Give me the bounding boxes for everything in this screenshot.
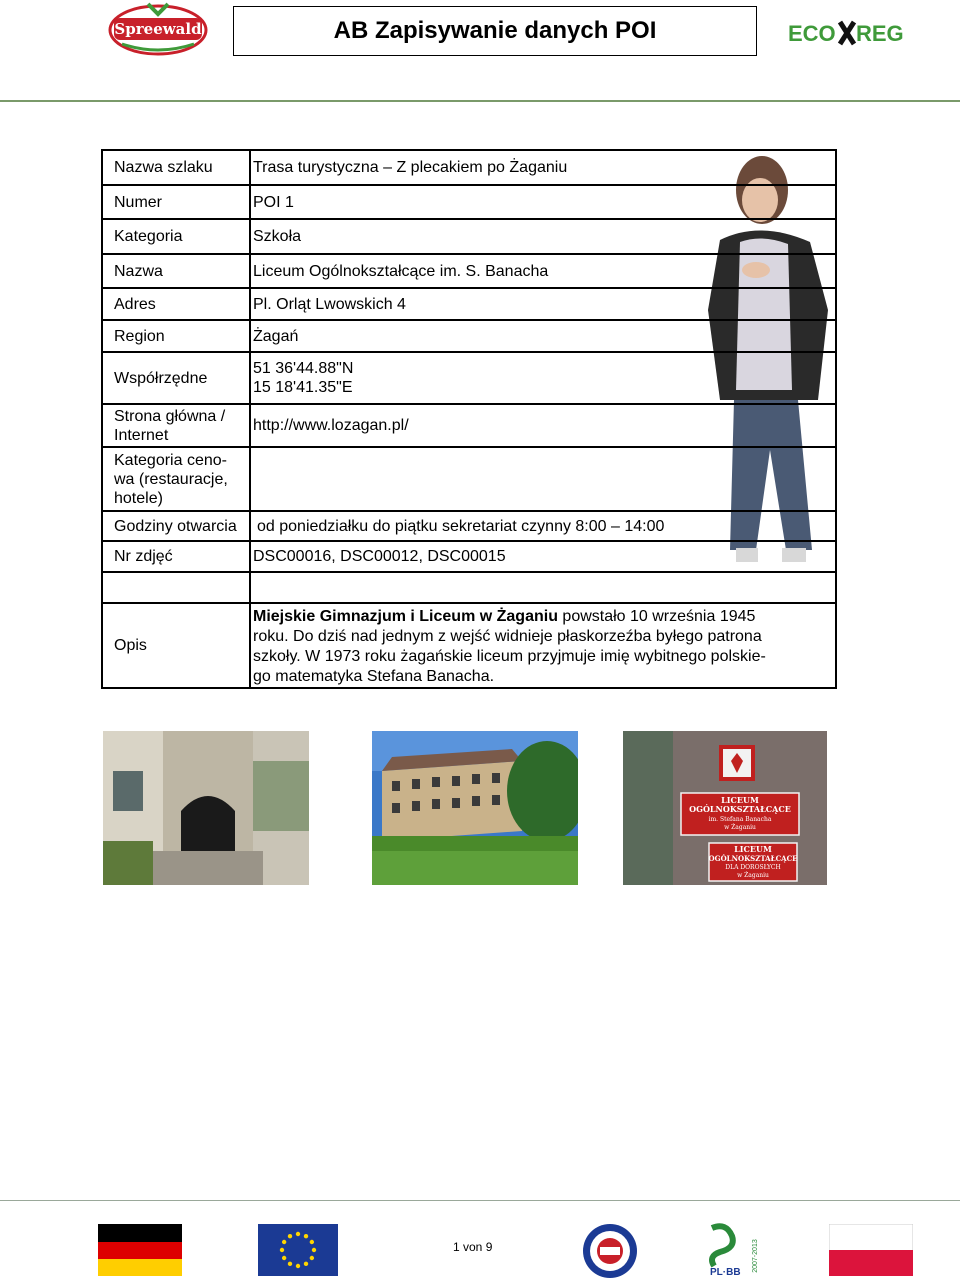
eu-star — [304, 1234, 308, 1238]
eu-star — [288, 1234, 292, 1238]
svg-text:w Żaganiu: w Żaganiu — [737, 872, 769, 879]
svg-text:LICEUM: LICEUM — [734, 844, 772, 854]
row-value: Szkoła — [250, 219, 836, 254]
eu-star — [282, 1240, 286, 1244]
table-row — [102, 288, 836, 320]
desc-line — [253, 607, 835, 627]
eu-star — [310, 1256, 314, 1260]
table-row — [102, 572, 836, 603]
table-row — [102, 511, 836, 541]
svg-text:PL·BB: PL·BB — [710, 1267, 741, 1278]
eu-star — [310, 1240, 314, 1244]
desc-text: powstało 10 września 1945 — [557, 607, 756, 625]
label-line: Internet — [114, 426, 169, 444]
row-value: DSC00016, DSC00012, DSC00015 — [250, 541, 836, 572]
row-label: Region — [102, 320, 250, 352]
photo-entrance — [103, 731, 309, 885]
row-value: Trasa turystyczna – Z plecakiem po Żaganiu — [250, 150, 836, 185]
euroregion-seal-icon — [582, 1223, 638, 1279]
row-label: Numer — [102, 185, 250, 219]
desc-line: szkoły. W 1973 roku żagańskie liceum przyjmuje imię wybitnego polskie- — [253, 647, 766, 665]
latitude: 51 36'44.88"N — [253, 360, 354, 377]
row-label: Nr zdjęć — [102, 541, 250, 572]
row-label: Godziny otwarcia — [102, 511, 250, 541]
table-row — [102, 150, 836, 185]
table-row — [102, 447, 836, 511]
row-label: Opis — [102, 603, 250, 688]
table-row — [102, 254, 836, 288]
eu-star — [296, 1264, 300, 1268]
svg-text:ECO: ECO — [788, 21, 836, 46]
svg-text:LICEUM: LICEUM — [721, 795, 759, 805]
eu-flag-icon — [258, 1224, 338, 1276]
row-value: Żagań — [250, 320, 836, 352]
row-label: Adres — [102, 288, 250, 320]
german-flag-icon — [98, 1224, 182, 1276]
svg-text:OGÓLNOKSZTAŁCĄCE: OGÓLNOKSZTAŁCĄCE — [689, 804, 791, 814]
eu-star — [280, 1248, 284, 1252]
table-row — [102, 185, 836, 219]
eu-star — [304, 1262, 308, 1266]
eu-star — [312, 1248, 316, 1252]
eu-star — [288, 1262, 292, 1266]
row-value — [250, 572, 836, 603]
row-value: Pl. Orląt Lwowskich 4 — [250, 288, 836, 320]
table-row — [102, 320, 836, 352]
row-value: od poniedziałku do piątku sekretariat czynny 8:00 – 14:00 — [250, 511, 836, 541]
svg-text:im. Stefana Banacha: im. Stefana Banacha — [708, 816, 772, 823]
polish-flag-icon — [829, 1224, 913, 1276]
label-line: hotele) — [114, 489, 163, 507]
ecoreg-logo — [788, 16, 912, 50]
photo-school-building — [372, 731, 578, 885]
page-title-text: AB Zapisywanie danych POI — [333, 17, 657, 44]
longitude: 15 18'41.35"E — [253, 379, 353, 396]
table-row — [102, 541, 836, 572]
description — [250, 603, 836, 688]
table-row — [102, 219, 836, 254]
row-label: Kategoria — [102, 219, 250, 254]
table-row — [102, 352, 836, 404]
row-value — [250, 447, 836, 511]
svg-text:2007-2013: 2007-2013 — [752, 1239, 759, 1273]
row-label — [102, 447, 250, 511]
header-divider — [0, 100, 960, 102]
eu-star — [282, 1256, 286, 1260]
label-line: wa (restauracje, — [114, 470, 228, 488]
svg-text:REG: REG — [856, 21, 904, 46]
row-label — [102, 572, 250, 603]
page-number: 1 von 9 — [453, 1240, 493, 1254]
desc-bold: Miejskie Gimnazjum i Liceum w Żaganiu — [253, 607, 558, 625]
label-line: Kategoria ceno- — [114, 451, 227, 469]
eu-star — [296, 1232, 300, 1236]
photo-school-signs — [623, 731, 827, 885]
website-link[interactable]: http://www.lozagan.pl/ — [250, 404, 836, 447]
svg-text:Spreewald: Spreewald — [114, 20, 202, 38]
page-title — [233, 6, 757, 56]
svg-text:OGÓLNOKSZTAŁCĄCE: OGÓLNOKSZTAŁCĄCE — [708, 854, 798, 863]
row-label: Nazwa szlaku — [102, 150, 250, 185]
footer-divider — [0, 1200, 960, 1201]
row-label: Współrzędne — [102, 352, 250, 404]
table-row — [102, 404, 836, 447]
label-line: Strona główna / — [114, 407, 226, 425]
desc-line: go matematyka Stefana Banacha. — [253, 667, 495, 685]
svg-text:DLA DOROSŁYCH: DLA DOROSŁYCH — [725, 864, 781, 871]
row-value: Liceum Ogólnokształcące im. S. Banacha — [250, 254, 836, 288]
poi-data-table — [101, 149, 837, 689]
row-value: POI 1 — [250, 185, 836, 219]
desc-line: roku. Do dziś nad jednym z wejść widnieje płaskorzeźba byłego patrona — [253, 627, 762, 645]
spreewald-logo — [108, 0, 208, 56]
row-value — [250, 352, 836, 404]
row-label — [102, 404, 250, 447]
svg-text:w Żaganiu: w Żaganiu — [724, 824, 756, 831]
plbb-logo — [706, 1222, 762, 1278]
row-label: Nazwa — [102, 254, 250, 288]
table-row — [102, 603, 836, 688]
